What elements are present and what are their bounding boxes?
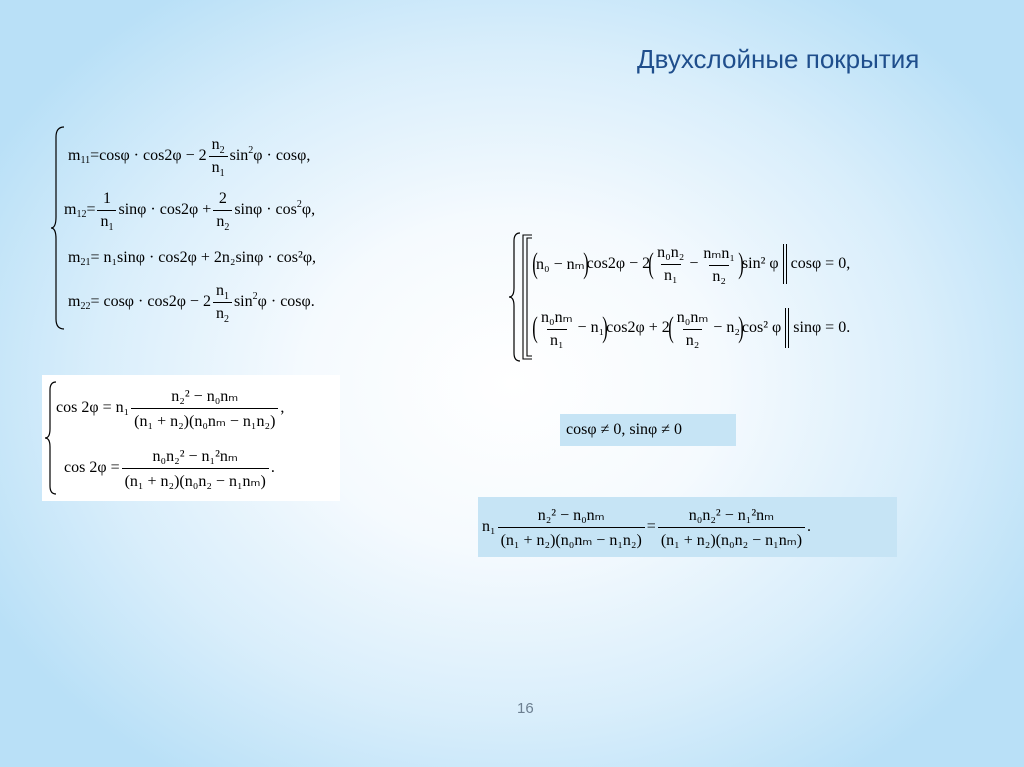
fraction: $\frac{n_1}{n_2}$: [213, 282, 232, 323]
fraction: $\frac{\text{n₀n₂² − n₁²nₘ}}{\text{(n₁ + n₂)(n₀n₂ − n₁nₘ)}}$: [122, 446, 269, 491]
system-line-1: ( n₀ − nₘ ) cos2φ − 2 ( $\frac{\text{n₀n₂}}{\text{n₁}}$ − $\frac{\text{nₘn₁}}{\text{n₂}}$ ) sin² φ cosφ = 0,: [532, 243, 851, 285]
fraction: $\frac{\text{n₀n₂}}{\text{n₁}}$: [657, 243, 685, 284]
m21-row: m 21 = n₁sinφ · cos2φ + 2n₂sinφ · cos²φ,: [68, 249, 317, 268]
cos2phi-solution-block: [42, 375, 340, 501]
condition-text: cosφ ≠ 0, sinφ ≠ 0: [566, 421, 683, 438]
cos2phi-line-1: cos 2φ = n₁ $\frac{\text{n₂² − n₀nₘ}}{\text{(n₁ + n₂)(n₀nₘ − n₁n₂)}}$ ,: [56, 387, 285, 430]
fraction: $\frac{\text{n₂² − n₀nₘ}}{\text{(n₁ + n₂)(n₀nₘ − n₁n₂)}}$: [498, 505, 645, 550]
equality-box: [478, 497, 897, 557]
fraction: $\frac{\text{nₘn₁}}{\text{n₂}}$: [703, 244, 735, 285]
fraction: $\frac{2}{n_2}$: [213, 190, 232, 231]
slide-title: Двухслойные покрытия: [637, 44, 920, 74]
condition-box: [560, 414, 736, 446]
fraction: $\frac{\text{n₂² − n₀nₘ}}{\text{(n₁ + n₂)(n₀nₘ − n₁n₂)}}$: [131, 386, 278, 431]
cos2phi-line-2: cos 2φ = $\frac{\text{n₀n₂² − n₁²nₘ}}{\text{(n₁ + n₂)(n₀n₂ − n₁nₘ)}}$ .: [64, 447, 275, 490]
m11-row: m 11 =cosφ · cos2φ − 2 $\frac{n_2}{n_1}$ sin 2 φ · cosφ,: [68, 135, 311, 179]
fraction: $\frac{\text{n₀nₘ}}{\text{n₂}}$: [676, 308, 709, 349]
fraction: $\frac{\text{n₀nₘ}}{\text{n₁}}$: [541, 308, 573, 349]
fraction: $\frac{1}{n_1}$: [97, 190, 116, 231]
equality-line: n₁ $\frac{\text{n₂² − n₀nₘ}}{\text{(n₁ + n₂)(n₀nₘ − n₁n₂)}}$ = $\frac{\text{n₀n₂² − n₁²nₘ}}{\text{(n₁ + n₂)(n₀n₂ − n₁nₘ)}}$ .: [482, 506, 812, 549]
system-line-2: ( $\frac{\text{n₀nₘ}}{\text{n₁}}$ − n₁ ) cos2φ + 2 ( $\frac{\text{n₀nₘ}}{\text{n₂}}$ − n₂ ) cos² φ sinφ = 0.: [532, 308, 851, 349]
page-number: 16: [517, 700, 534, 717]
equation-system-block: [508, 232, 963, 362]
fraction: $\frac{\text{n₀n₂² − n₁²nₘ}}{\text{(n₁ + n₂)(n₀n₂ − n₁nₘ)}}$: [658, 505, 805, 550]
fraction: $\frac{n_2}{n_1}$: [209, 136, 228, 177]
m22-row: m 22 = cosφ · cos2φ − 2 $\frac{n_1}{n_2}$ sin 2 φ · cosφ.: [68, 281, 315, 325]
matrix-elements-block: [50, 125, 380, 331]
m12-row: m 12 = $\frac{1}{n_1}$ sinφ · cos2φ + $\frac{2}{n_2}$ sinφ · cos 2 φ,: [64, 189, 316, 233]
